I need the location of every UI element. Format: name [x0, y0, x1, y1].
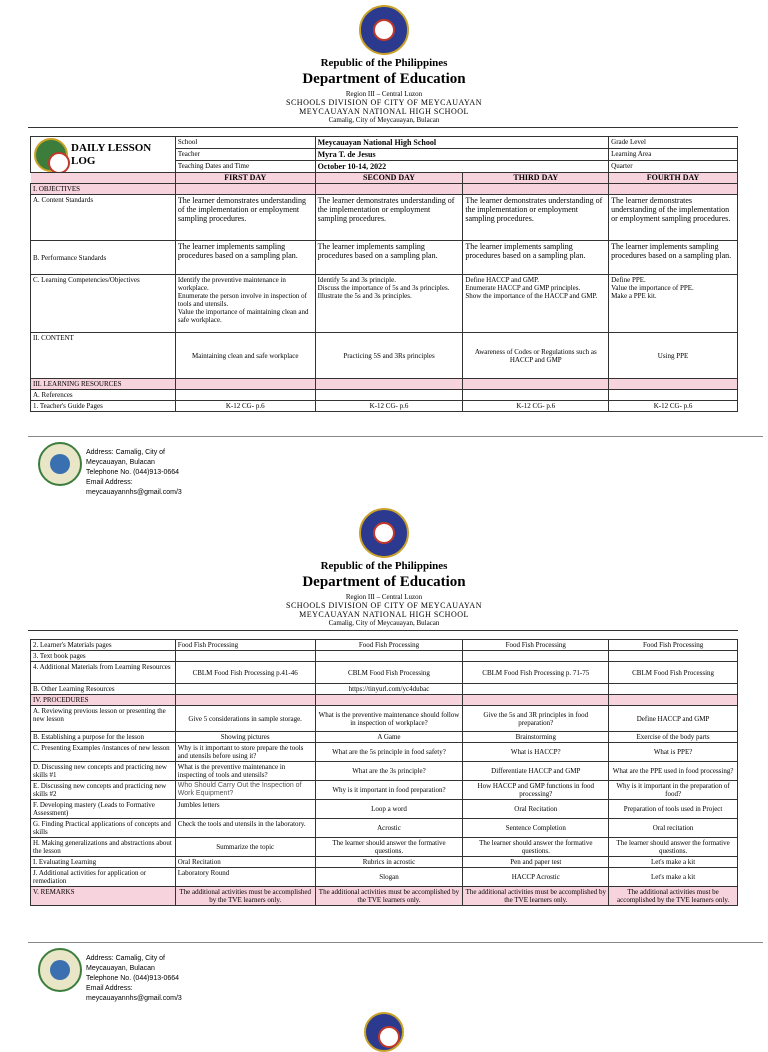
footer-email-2: meycauayannhs@gmail.com/3: [86, 995, 182, 1002]
am-1: CBLM Food Fish Processing p.41-46: [175, 662, 315, 684]
content-1: Maintaining clean and safe workplace: [175, 333, 315, 379]
proc-e-4: Why is it important in the preparation of food?: [609, 781, 738, 800]
proc-i-label: I. Evaluating Learning: [31, 857, 176, 868]
proc-b-label: B. Establishing a purpose for the lesson: [31, 732, 176, 743]
proc-c-4: What is PPE?: [609, 743, 738, 762]
performance-label: B. Performance Standards: [31, 241, 176, 275]
content-standards-label: A. Content Standards: [31, 195, 176, 241]
department-title: Department of Education: [302, 71, 466, 87]
proc-j-label: J. Additional activities for application or remediation: [31, 868, 176, 887]
header-rule-2: [28, 630, 738, 631]
lm-4: Food Fish Processing: [609, 640, 738, 651]
competency-2: Identify 5s and 3s principle. Discuss the importance of 5s and 3s principles. Illustrate the 5s and 3s principles.: [315, 275, 463, 333]
proc-g-3: Sentence Completion: [463, 819, 609, 838]
tg-label: 1. Teacher's Guide Pages: [31, 401, 176, 412]
address-line: Camalig, City of Meycauayan, Bulacan: [328, 116, 440, 124]
proc-i-3: Pen and paper test: [463, 857, 609, 868]
header-rule: [28, 127, 738, 128]
proc-e-2: Why is it important in food preparation?: [315, 781, 463, 800]
references-label: A. References: [31, 390, 176, 401]
competency-1: Identify the preventive maintenance in workplace. Enumerate the person involve in inspection of tools and utensils. Value the importance of maintaining clean and safe workplace.: [175, 275, 315, 333]
proc-i-4: Let's make a kit: [609, 857, 738, 868]
proc-g-2: Acrostic: [315, 819, 463, 838]
proc-a-3: Give the 5s and 3R principles in food preparation?: [463, 706, 609, 732]
proc-f-1: Jumbles letters: [175, 800, 315, 819]
remarks-3: The additional activities must be accomplished by the TVE learners only.: [463, 887, 609, 906]
footer-text-2: [86, 954, 246, 1004]
footer-rule: [28, 436, 763, 437]
proc-c-label: C. Presenting Examples /instances of new lesson: [31, 743, 176, 762]
proc-j-2: Slogan: [315, 868, 463, 887]
deped-seal: [359, 5, 409, 55]
footer-city-2: Meycauayan, Bulacan: [86, 965, 155, 972]
school-line-2: MEYCAUAYAN NATIONAL HIGH SCHOOL: [299, 610, 469, 619]
dll-table-page2: [30, 639, 738, 906]
competency-3: Define HACCP and GMP. Enumerate HACCP and GMP principles. Show the importance of the HACCP and GMP.: [463, 275, 609, 333]
content-standards-3: The learner demonstrates understanding of the implementation or employment sampling procedures.: [463, 195, 609, 241]
region-line-2: Region III – Central Luzon: [345, 593, 423, 601]
content-standards-2: The learner demonstrates understanding of the implementation or employment sampling procedures.: [315, 195, 463, 241]
day-header-1: FIRST DAY: [175, 173, 315, 184]
proc-g-4: Oral recitation: [609, 819, 738, 838]
footer-text: [86, 448, 246, 498]
school-value: Meycauayan National High School: [315, 137, 609, 149]
proc-c-3: What is HACCP?: [463, 743, 609, 762]
letterhead-2: [0, 560, 768, 627]
tg-4: K-12 CG- p.6: [609, 401, 738, 412]
other-label: B. Other Learning Resources: [31, 684, 176, 695]
footer-address-2: Address: Camalig, City of: [86, 955, 165, 962]
division-line-2: SCHOOLS DIVISION OF CITY OF MEYCAUAYAN: [286, 601, 482, 610]
performance-4: The learner implements sampling procedures based on a sampling plan.: [609, 241, 738, 275]
republic-line: Republic of the Philippines: [320, 57, 448, 69]
teacher-value: Myra T. de Jesus: [315, 149, 609, 161]
content-3: Awareness of Codes or Regulations such as HACCP and GMP: [463, 333, 609, 379]
proc-d-3: Differentiate HACCP and GMP: [463, 762, 609, 781]
procedures-label: IV. PROCEDURES: [31, 695, 176, 706]
area-label: Learning Area: [609, 149, 738, 161]
proc-d-label: D. Discussing new concepts and practicing new skills #1: [31, 762, 176, 781]
quarter-label: Quarter: [609, 161, 738, 173]
footer-email-label-2: Email Address:: [86, 985, 133, 992]
proc-e-3: How HACCP and GMP functions in food processing?: [463, 781, 609, 800]
proc-h-label: H. Making generalizations and abstractions about the lesson: [31, 838, 176, 857]
proc-i-2: Rubrics in acrostic: [315, 857, 463, 868]
tg-2: K-12 CG- p.6: [315, 401, 463, 412]
proc-b-3: Brainstorming: [463, 732, 609, 743]
proc-f-label: F. Developing mastery (Leads to Formative Assessment): [31, 800, 176, 819]
remarks-4: The additional activities must be accomplished by the TVE learners only.: [609, 887, 738, 906]
content-4: Using PPE: [609, 333, 738, 379]
competency-4: Define PPE. Value the importance of PPE. Make a PPE kit.: [609, 275, 738, 333]
proc-h-1: Summarize the topic: [175, 838, 315, 857]
proc-a-4: Define HACCP and GMP: [609, 706, 738, 732]
am-label: 4. Additional Materials from Learning Resources: [31, 662, 176, 684]
proc-d-2: What are the 3s principle?: [315, 762, 463, 781]
proc-c-2: What are the 5s principle in food safety?: [315, 743, 463, 762]
proc-f-2: Loop a word: [315, 800, 463, 819]
letterhead: [0, 57, 768, 124]
school-line: MEYCAUAYAN NATIONAL HIGH SCHOOL: [299, 107, 469, 116]
proc-h-4: The learner should answer the formative questions.: [609, 838, 738, 857]
day-header-2: SECOND DAY: [315, 173, 463, 184]
proc-g-label: G. Finding Practical applications of concepts and skills: [31, 819, 176, 838]
school-seal-icon-2: [38, 948, 82, 992]
dates-value: October 10-14, 2022: [315, 161, 609, 173]
teacher-label: Teacher: [175, 149, 315, 161]
proc-a-2: What is the preventive maintenance should follow in inspection of workplace?: [315, 706, 463, 732]
performance-2: The learner implements sampling procedures based on a sampling plan.: [315, 241, 463, 275]
dll-table-page1: [30, 136, 738, 412]
republic-line-2: Republic of the Philippines: [320, 560, 448, 572]
proc-d-4: What are the PPE used in food processing?: [609, 762, 738, 781]
footer-phone-2: Telephone No. (044)913-0664: [86, 975, 180, 982]
proc-j-3: HACCP Acrostic: [463, 868, 609, 887]
dates-label: Teaching Dates and Time: [175, 161, 315, 173]
address-line-2: Camalig, City of Meycauayan, Bulacan: [328, 619, 440, 627]
grade-label: Grade Level: [609, 137, 738, 149]
proc-a-label: A. Reviewing previous lesson or presenting the new lesson: [31, 706, 176, 732]
am-3: CBLM Food Fish Processing p. 71-75: [463, 662, 609, 684]
day-header-4: FOURTH DAY: [609, 173, 738, 184]
department-title-2: Department of Education: [302, 574, 466, 590]
proc-g-1: Check the tools and utensils in the laboratory.: [175, 819, 315, 838]
lm-2: Food Fish Processing: [315, 640, 463, 651]
school-seal-icon: [38, 442, 82, 486]
lm-label: 2. Learner's Materials pages: [31, 640, 176, 651]
proc-j-1: Laboratory Round: [175, 868, 315, 887]
region-line: Region III – Central Luzon: [345, 90, 423, 98]
school-label: School: [175, 137, 315, 149]
footer-phone: Telephone No. (044)913-0664: [86, 469, 180, 476]
day-header-3: THIRD DAY: [463, 173, 609, 184]
performance-1: The learner implements sampling procedures based on a sampling plan.: [175, 241, 315, 275]
content-standards-1: The learner demonstrates understanding of the implementation or employment sampling procedures.: [175, 195, 315, 241]
proc-f-3: Oral Recitation: [463, 800, 609, 819]
proc-f-4: Preparation of tools used in Project: [609, 800, 738, 819]
objectives-label: I. OBJECTIVES: [31, 184, 176, 195]
other-url[interactable]: https://tinyurl.com/yc4dubac: [315, 684, 463, 695]
am-2: CBLM Food Fish Processing: [315, 662, 463, 684]
proc-i-1: Oral Recitation: [175, 857, 315, 868]
proc-j-4: Let's make a kit: [609, 868, 738, 887]
am-4: CBLM Food Fish Processing: [609, 662, 738, 684]
footer-rule-2: [28, 942, 763, 943]
resources-label: III. LEARNING RESOURCES: [31, 379, 176, 390]
footer-city: Meycauayan, Bulacan: [86, 459, 155, 466]
lm-3: Food Fish Processing: [463, 640, 609, 651]
proc-e-label: E. Discussing new concepts and practicing new skills #2: [31, 781, 176, 800]
proc-b-4: Exercise of the body parts: [609, 732, 738, 743]
proc-e-1: Who Should Carry Out the Inspection of Work Equipment?: [175, 781, 315, 800]
footer-email: meycauayannhs@gmail.com/3: [86, 489, 182, 496]
proc-a-1: Give 5 considerations in sample storage.: [175, 706, 315, 732]
content-standards-4: The learner demonstrates understanding of the implementation or employment sampling procedures.: [609, 195, 738, 241]
footer-address: Address: Camalig, City of: [86, 449, 165, 456]
proc-b-2: A Game: [315, 732, 463, 743]
remarks-2: The additional activities must be accomplished by the TVE learners only.: [315, 887, 463, 906]
remarks-label: V. REMARKS: [31, 887, 176, 906]
performance-3: The learner implements sampling procedures based on a sampling plan.: [463, 241, 609, 275]
division-line: SCHOOLS DIVISION OF CITY OF MEYCAUAYAN: [286, 98, 482, 107]
footer-email-label: Email Address:: [86, 479, 133, 486]
remarks-1: The additional activities must be accomplished by the TVE learners only.: [175, 887, 315, 906]
log-title: DAILY LESSON LOG: [31, 137, 176, 173]
deped-seal-3: [364, 1012, 404, 1052]
proc-h-2: The learner should answer the formative questions.: [315, 838, 463, 857]
proc-d-1: What is the preventive maintenance in inspecting of tools and utensils?: [175, 762, 315, 781]
proc-b-1: Showing pictures: [175, 732, 315, 743]
proc-h-3: The learner should answer the formative questions.: [463, 838, 609, 857]
content-2: Practicing 5S and 3Rs principles: [315, 333, 463, 379]
tg-1: K-12 CG- p.6: [175, 401, 315, 412]
tg-3: K-12 CG- p.6: [463, 401, 609, 412]
deped-seal-2: [359, 508, 409, 558]
proc-c-1: Why is it important to store prepare the tools and utensils before using it?: [175, 743, 315, 762]
competencies-label: C. Learning Competencies/Objectives: [31, 275, 176, 333]
tb-label: 3. Text book pages: [31, 651, 176, 662]
content-label: II. CONTENT: [31, 333, 176, 379]
lm-1: Food Fish Processing: [175, 640, 315, 651]
